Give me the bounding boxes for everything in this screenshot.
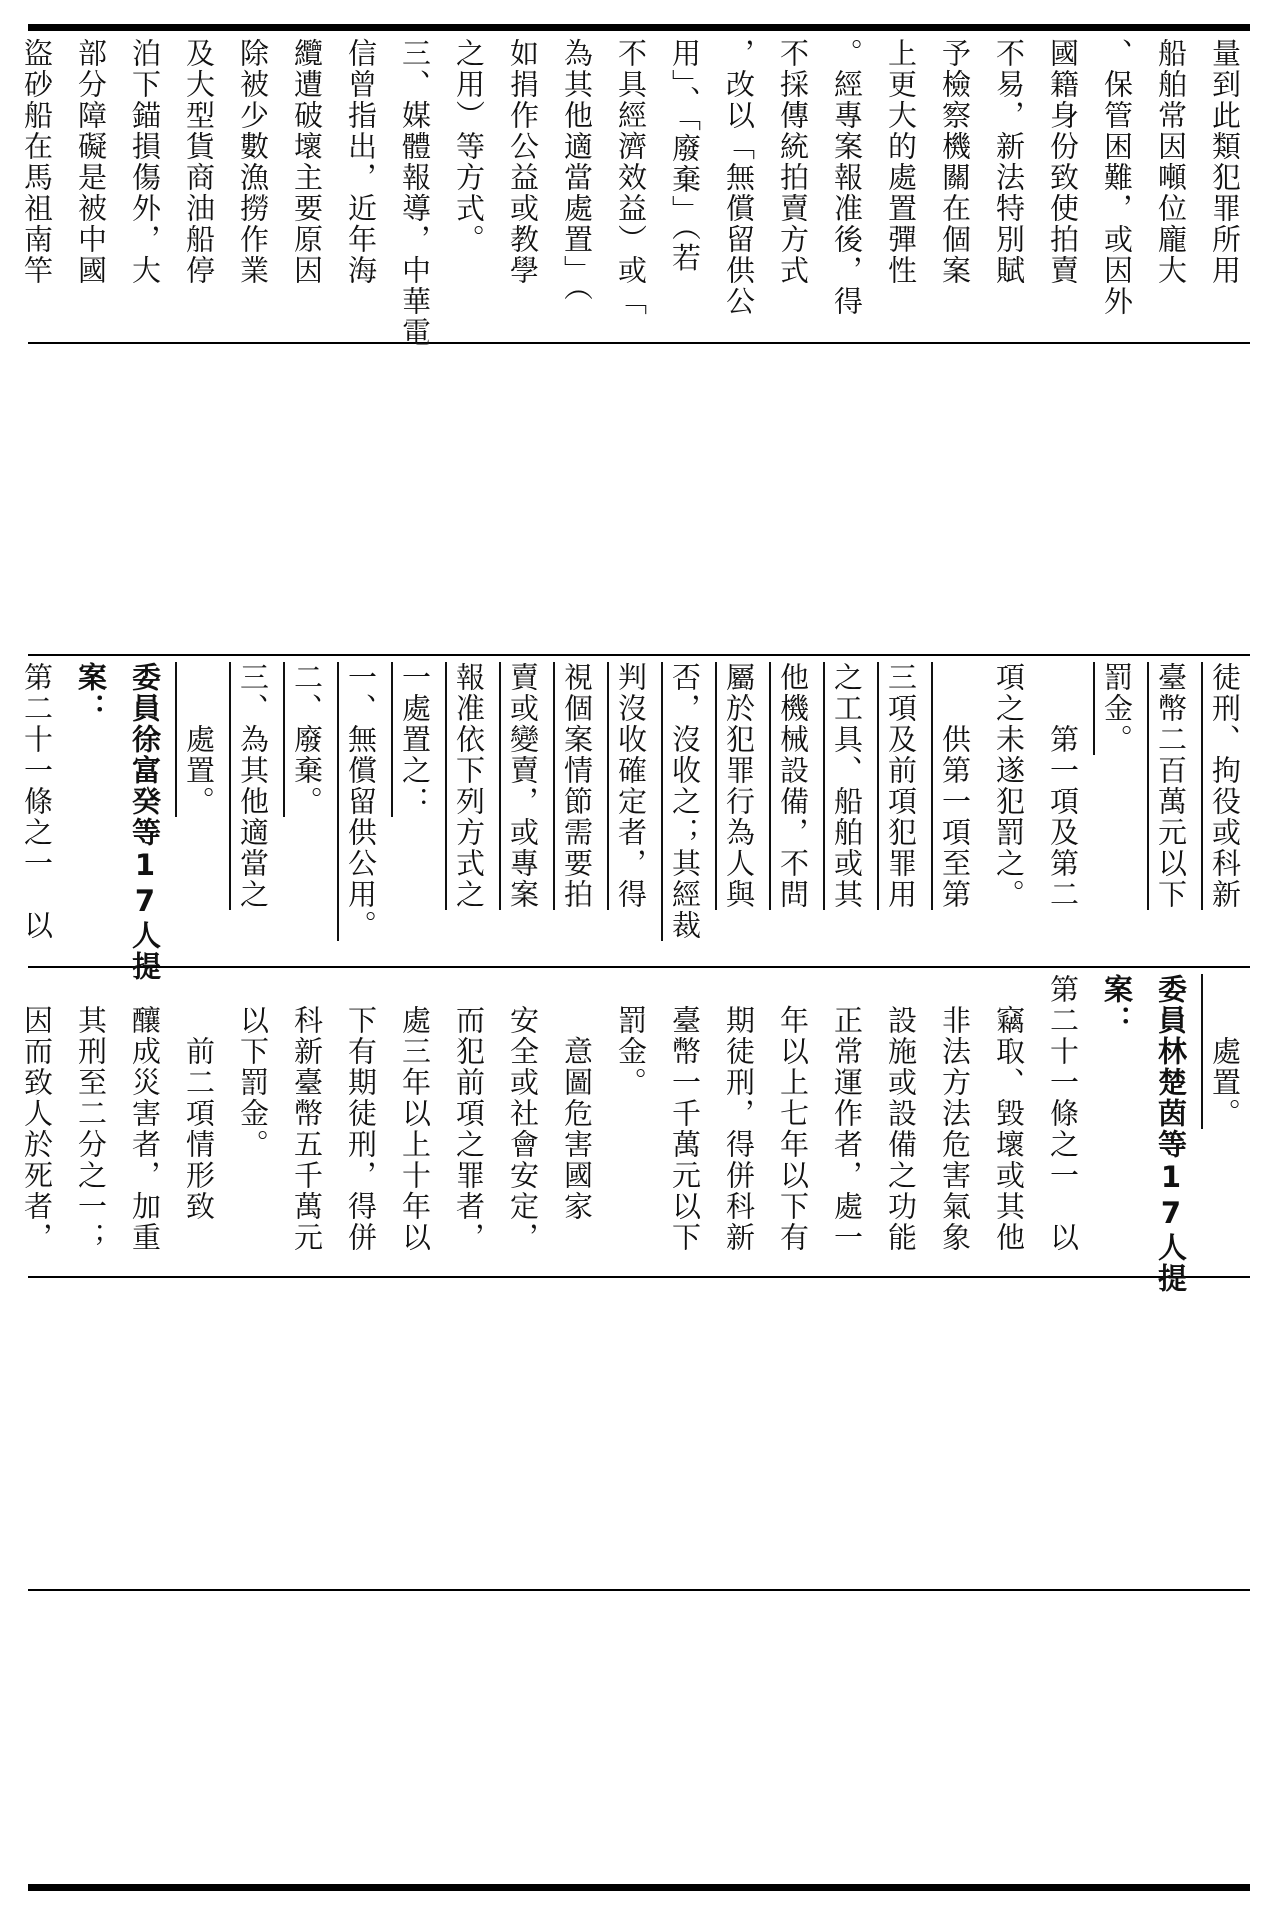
column-text: 第二十一條之一 以 [20,662,54,941]
column-text: 其刑至二分之一； [74,974,108,1253]
column-text: 設施或設備之功能 [884,974,918,1253]
text-column [280,970,334,1274]
column-text: 他機械設備，不問 [776,662,810,910]
text-column [604,970,658,1274]
column-text: 項之未遂犯罰之。 [992,662,1026,910]
column-text: 案： [1100,974,1134,1036]
text-column [1198,34,1252,340]
text-column [10,34,64,340]
text-column [172,970,226,1274]
column-text: 泊下錨損傷外，大 [128,38,162,286]
text-column [928,658,982,964]
text-column [442,34,496,340]
text-column [982,970,1036,1274]
column-text: 予檢察機關在個案 [938,38,972,286]
text-column [1090,658,1144,964]
text-column [118,658,172,982]
text-column [334,970,388,1274]
column-text: 及大型貨商油船停 [182,38,216,286]
column-text: 一、無償留供公用。 [344,662,378,941]
column-text: 除被少數漁撈作業 [236,38,270,286]
text-column [172,658,226,964]
column-text: 而犯前項之罪者， [452,974,486,1253]
column-text: 賣或變賣，或專案 [506,662,540,910]
text-column [712,34,766,340]
text-column [1036,658,1090,964]
column-text: 屬於犯罪行為人與 [722,662,756,910]
column-text: 一處置之： [398,662,432,817]
text-column [658,970,712,1274]
text-column [604,34,658,340]
column-text: 視個案情節需要拍 [560,662,594,910]
column-text: 意圖危害國家 [560,974,594,1222]
text-column [550,658,604,964]
column-text: 前二項情形致 [182,974,216,1222]
text-column [226,970,280,1274]
column-text: 船舶常因噸位龐大 [1154,38,1188,286]
text-column [766,658,820,964]
divider-rule-3 [28,966,1250,968]
column-text: 國籍身份致使拍賣 [1046,38,1080,286]
column-text: 正常運作者，處一 [830,974,864,1253]
column-text: 不易，新法特別賦 [992,38,1026,286]
text-column [64,970,118,1274]
text-column [1036,970,1090,1274]
column-text: 因而致人於死者， [20,974,54,1253]
column-text: 竊取、毀壞或其他 [992,974,1026,1253]
text-column [1144,658,1198,964]
text-column [820,970,874,1274]
column-text: 非法方法危害氣象 [938,974,972,1253]
text-column [10,970,64,1274]
text-column [1090,34,1144,340]
column-text: 如捐作公益或教學 [506,38,540,286]
divider-rule-2 [28,654,1250,656]
text-column [712,658,766,964]
text-panel-3 [20,970,1252,1294]
column-text: 第一項及第二 [1046,662,1080,910]
text-column [118,34,172,340]
column-text: 為其他適當處置」（ [560,38,594,303]
text-column [388,970,442,1274]
column-text: 處置。 [1208,974,1242,1129]
column-text: 。經專案報准後，得 [830,38,864,317]
column-text: 之工具、船舶或其 [830,662,864,910]
column-text: 判沒收確定者，得 [614,662,648,910]
bottom-heavy-rule [28,1884,1250,1891]
text-column [172,34,226,340]
column-text: 安全或社會安定， [506,974,540,1253]
divider-rule-4 [28,1276,1250,1278]
text-column [874,658,928,964]
column-text: 罰金。 [1100,662,1134,755]
column-text: 否，沒收之；其經裁 [668,662,702,941]
column-text: 罰金。 [614,974,648,1098]
column-text: 委員徐富癸等17人提 [128,662,162,982]
column-text: 、保管困難，或因外 [1100,38,1134,317]
column-text: 下有期徒刑，得併 [344,974,378,1253]
column-text: 盜砂船在馬祖南竿 [20,38,54,286]
column-text: 之用）等方式。 [452,38,486,255]
column-text: 量到此類犯罪所用 [1208,38,1242,286]
column-text: 上更大的處置彈性 [884,38,918,286]
text-column [388,658,442,964]
column-text: 期徒刑，得併科新 [722,974,756,1253]
column-text: 報准依下列方式之 [452,662,486,910]
text-column [928,970,982,1274]
column-text: 臺幣二百萬元以下 [1154,662,1188,910]
text-column [982,658,1036,964]
column-text: 臺幣一千萬元以下 [668,974,702,1253]
text-column [550,34,604,340]
text-column [64,34,118,340]
text-column [1198,970,1252,1274]
column-text: 處三年以上十年以 [398,974,432,1253]
column-text: 供第一項至第 [938,662,972,910]
text-column [334,658,388,964]
column-text: 三項及前項犯罪用 [884,662,918,910]
text-column [820,658,874,964]
text-column [334,34,388,340]
column-text: 徒刑、拘役或科新 [1208,662,1242,910]
column-text: 以下罰金。 [236,974,270,1160]
text-column [1144,970,1198,1294]
divider-rule-1 [28,342,1250,344]
column-text: 信曾指出，近年海 [344,38,378,286]
text-column [442,658,496,964]
column-text: 不採傳統拍賣方式 [776,38,810,286]
divider-rule-5 [28,1589,1250,1591]
column-text: 部分障礙是被中國 [74,38,108,286]
column-text: 委員林楚茵等17人提 [1154,974,1188,1294]
column-text: 不具經濟效益）或「 [614,38,648,317]
text-column [226,34,280,340]
column-text: 科新臺幣五千萬元 [290,974,324,1253]
text-column [442,970,496,1274]
text-column [496,658,550,964]
text-column [928,34,982,340]
text-column [64,658,118,964]
column-text: 案： [74,662,108,724]
text-column [658,658,712,964]
column-text: 二、廢棄。 [290,662,324,817]
text-column [874,34,928,340]
column-text: 第二十一條之一 以 [1046,974,1080,1253]
text-column [388,34,442,348]
text-column [766,970,820,1274]
text-panel-1 [20,34,1252,348]
text-column [550,970,604,1274]
text-column [280,658,334,964]
text-column [1090,970,1144,1274]
text-column [280,34,334,340]
text-column [10,658,64,964]
top-heavy-rule [28,24,1250,31]
text-column [712,970,766,1274]
column-text: 處置。 [182,662,216,817]
text-panel-2 [20,658,1252,982]
column-text: 年以上七年以下有 [776,974,810,1253]
text-column [118,970,172,1274]
text-column [1144,34,1198,340]
text-column [496,970,550,1274]
column-text: 三、為其他適當之 [236,662,270,910]
text-column [604,658,658,964]
text-column [658,34,712,340]
text-column [1198,658,1252,964]
text-column [226,658,280,964]
column-text: 三、媒體報導，中華電 [398,38,432,348]
text-column [1036,34,1090,340]
text-column [820,34,874,340]
column-text: 纜遭破壞主要原因 [290,38,324,286]
text-column [874,970,928,1274]
text-column [496,34,550,340]
text-column [982,34,1036,340]
column-text: 釀成災害者，加重 [128,974,162,1253]
text-column [766,34,820,340]
column-text: 用」、「廢棄」（若 [668,38,702,274]
column-text: ，改以「無償留供公 [722,38,756,317]
